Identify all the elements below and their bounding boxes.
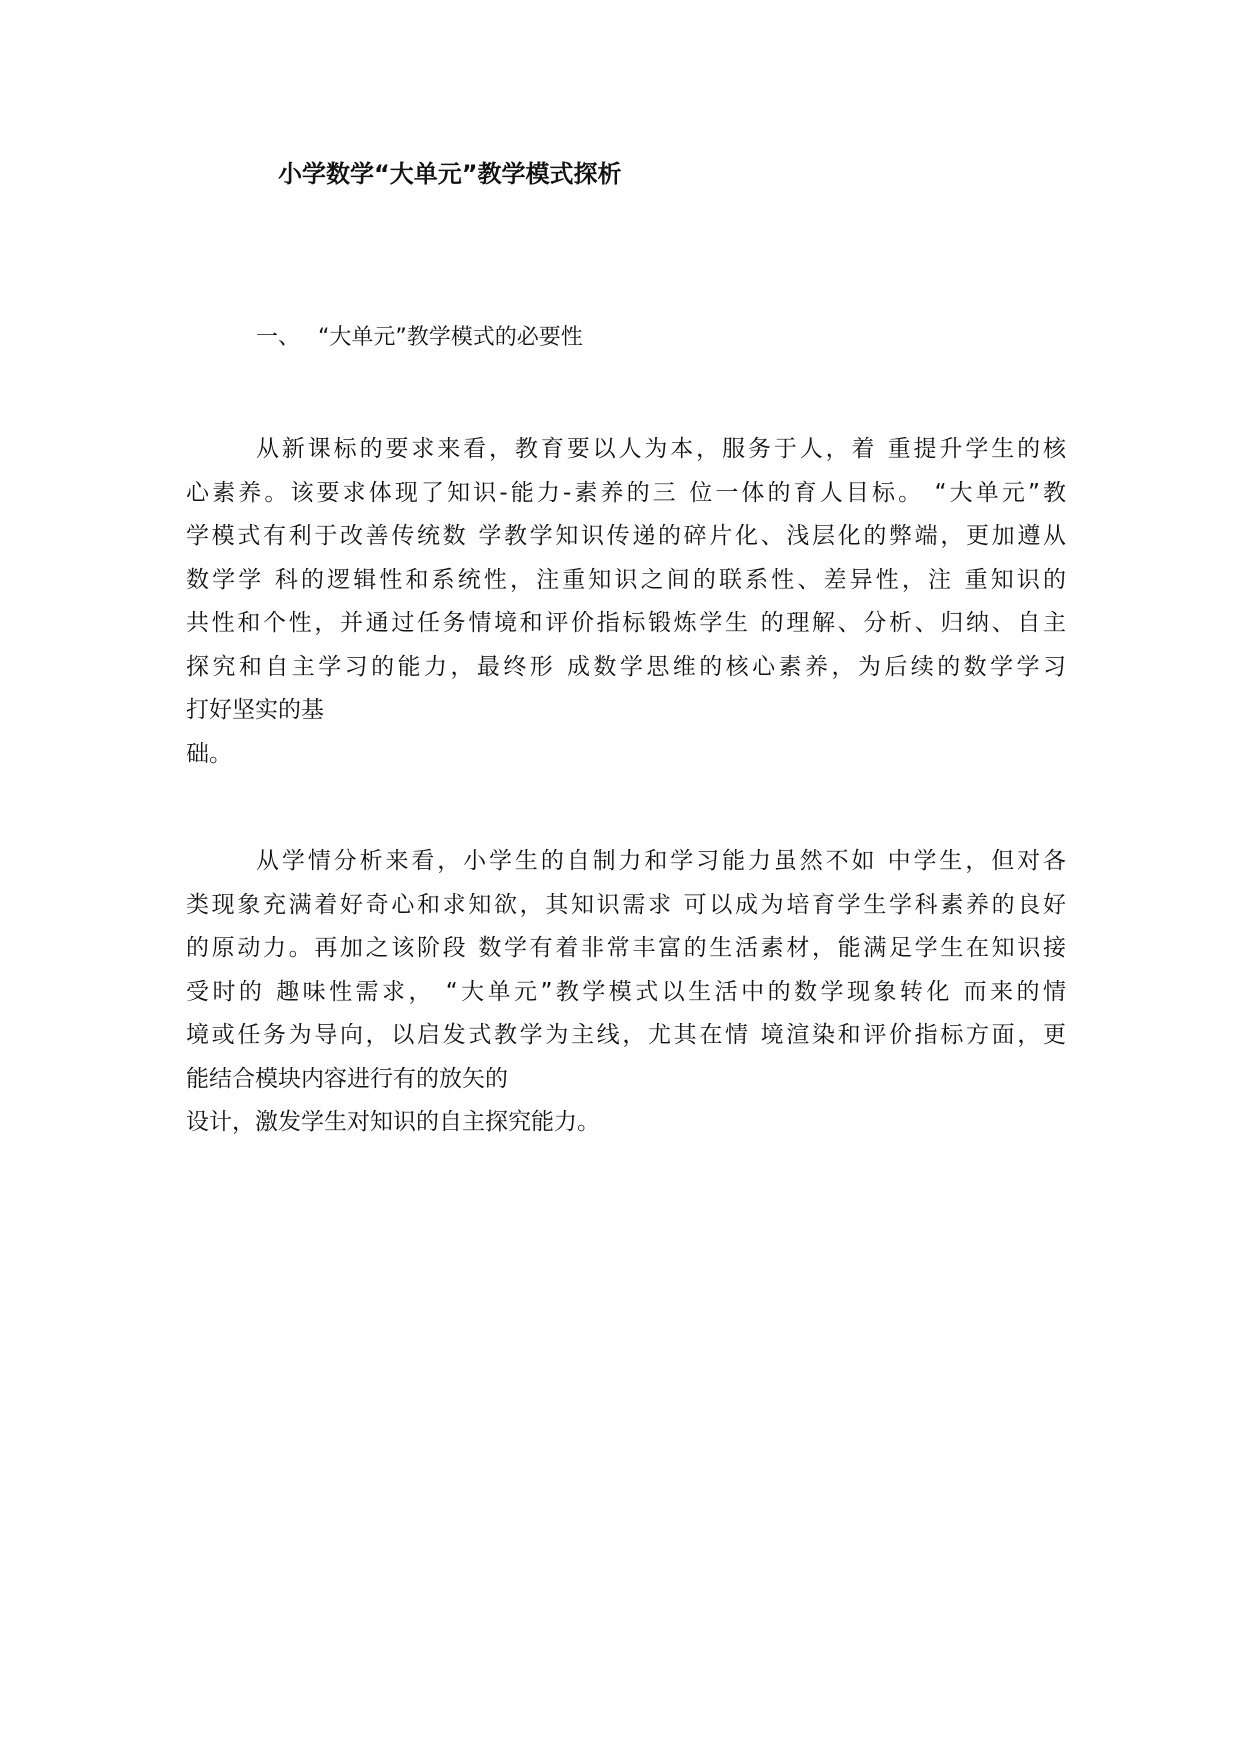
paragraph-line: 境或任务为导向，以启发式教学为主线，尤其在情 境渲染和评价指标方面，更: [186, 1022, 1066, 1048]
paragraph-line: 设计，激发学生对知识的自主探究能力。: [186, 1109, 600, 1135]
section-heading: [256, 322, 583, 354]
paragraph-line: 能结合模块内容进行有的放矢的: [186, 1065, 508, 1092]
paragraph-line: 受时的 趣味性需求， “大单元”教学模式以生活中的数学现象转化 而来的情: [186, 978, 1066, 1005]
section-number: 一、: [256, 325, 301, 350]
paragraph-necessity-standards: [186, 428, 1066, 776]
paragraph-line: 探究和自主学习的能力，最终形 成数学思维的核心素养，为后续的数学学习: [186, 653, 1066, 680]
paragraph-line: 打好坚实的基: [186, 697, 324, 723]
page-title: 小学数学“大单元”教学模式探析: [278, 160, 622, 188]
section-heading-text: “大单元”教学模式的必要性: [318, 325, 583, 350]
paragraph-learner-analysis: [186, 840, 1066, 1145]
paragraph-line: 学模式有利于改善传统数 学教学知识传递的碎片化、浅层化的弊端，更加遵从: [186, 523, 1066, 549]
paragraph-line: 数学学 科的逻辑性和系统性，注重知识之间的联系性、差异性，注 重知识的: [186, 566, 1066, 593]
paragraph-line: 从学情分析来看，小学生的自制力和学习能力虽然不如 中学生，但对各: [256, 848, 1066, 874]
paragraph-line: 的原动力。再加之该阶段 数学有着非常丰富的生活素材，能满足学生在知识接: [186, 935, 1066, 961]
paragraph-line: 从新课标的要求来看，教育要以人为本，服务于人，着 重提升学生的核: [256, 436, 1066, 462]
paragraph-line: 共性和个性，并通过任务情境和评价指标锻炼学生 的理解、分析、归纳、自主: [186, 610, 1066, 636]
paragraph-line: 类现象充满着好奇心和求知欲，其知识需求 可以成为培育学生学科素养的良好: [186, 891, 1066, 918]
paragraph-line: 础。: [186, 740, 232, 767]
paragraph-line: 心素养。该要求体现了知识-能力-素养的三 位一体的育人目标。 “大单元”教: [186, 479, 1066, 506]
